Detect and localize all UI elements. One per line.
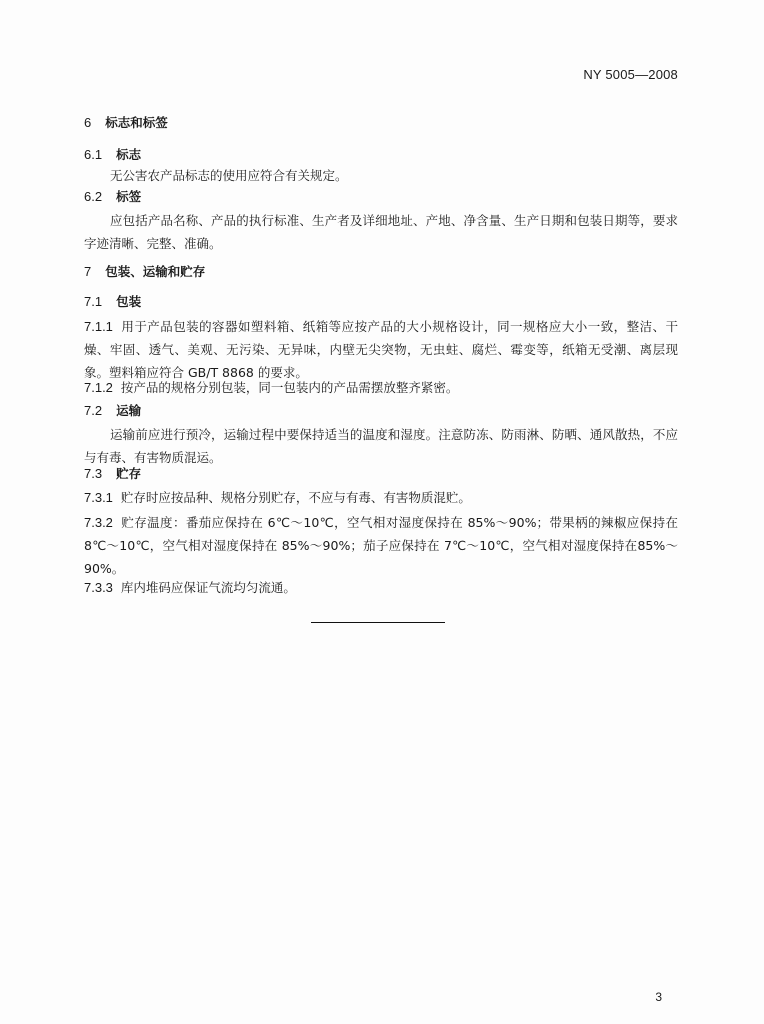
clause-number: 7.3.1 <box>84 490 113 505</box>
section-7-2-heading <box>84 402 141 420</box>
clause-text: 用于产品包装的容器如塑料箱、纸箱等应按产品的大小规格设计，同一规格应大小一致，整洁、干燥、牢固、透气、美观、无污染、无异味，内壁无尖突物，无虫蛀、腐烂、霉变等，纸箱无受潮、离层现象。塑料箱应符合 GB/T 8868 的要求。 <box>84 319 678 380</box>
clause-number: 7.3.3 <box>84 580 113 595</box>
clause-text: 库内堆码应保证气流均匀流通。 <box>120 580 296 595</box>
section-number: 7.3 <box>84 466 103 481</box>
section-title: 包装、运输和贮存 <box>105 264 206 279</box>
section-7-3-heading <box>84 465 141 483</box>
section-7-heading <box>84 263 205 281</box>
section-7-3-2 <box>84 511 678 580</box>
section-7-3-1 <box>84 486 678 509</box>
section-6-1-text: 无公害农产品标志的使用应符合有关规定。 <box>110 168 348 183</box>
section-7-3-3 <box>84 576 678 599</box>
section-6-2-heading <box>84 188 141 206</box>
section-title: 标志 <box>116 147 142 162</box>
section-7-1-1 <box>84 315 678 384</box>
section-6-1-heading <box>84 146 141 164</box>
section-6-heading <box>84 114 168 132</box>
clause-number: 7.1.2 <box>84 380 113 395</box>
section-number: 7 <box>84 264 92 279</box>
clause-number: 7.1.1 <box>84 319 113 334</box>
section-number: 6 <box>84 115 92 130</box>
clause-number: 7.3.2 <box>84 515 113 530</box>
section-7-1-2 <box>84 376 678 399</box>
section-7-2-text: 运输前应进行预冷，运输过程中要保持适当的温度和湿度。注意防冻、防雨淋、防晒、通风散热，不应与有毒、有害物质混运。 <box>84 427 678 465</box>
clause-text: 按产品的规格分别包装，同一包装内的产品需摆放整齐紧密。 <box>120 380 459 395</box>
standard-code: NY 5005—2008 <box>583 67 678 82</box>
section-7-1-heading <box>84 293 141 311</box>
clause-text: 贮存温度：番茄应保持在 6℃～10℃，空气相对湿度保持在 85%～90%；带果柄的辣椒应保持在 8℃～10℃，空气相对湿度保持在 85%～90%；茄子应保持在 7℃～10℃，空气相对湿度保持在85%～90%。 <box>84 515 678 576</box>
section-number: 7.1 <box>84 294 103 309</box>
page-number: 3 <box>655 990 662 1004</box>
section-title: 标志和标签 <box>105 115 168 130</box>
section-title: 包装 <box>116 294 142 309</box>
section-title: 运输 <box>116 403 142 418</box>
clause-text: 贮存时应按品种、规格分别贮存，不应与有毒、有害物质混贮。 <box>120 490 471 505</box>
section-6-2-text: 应包括产品名称、产品的执行标准、生产者及详细地址、产地、净含量、生产日期和包装日期等，要求字迹清晰、完整、准确。 <box>84 213 678 251</box>
section-number: 6.1 <box>84 147 103 162</box>
section-title: 贮存 <box>116 466 142 481</box>
section-number: 6.2 <box>84 189 103 204</box>
section-number: 7.2 <box>84 403 103 418</box>
end-of-text-rule <box>311 622 445 623</box>
section-title: 标签 <box>116 189 142 204</box>
